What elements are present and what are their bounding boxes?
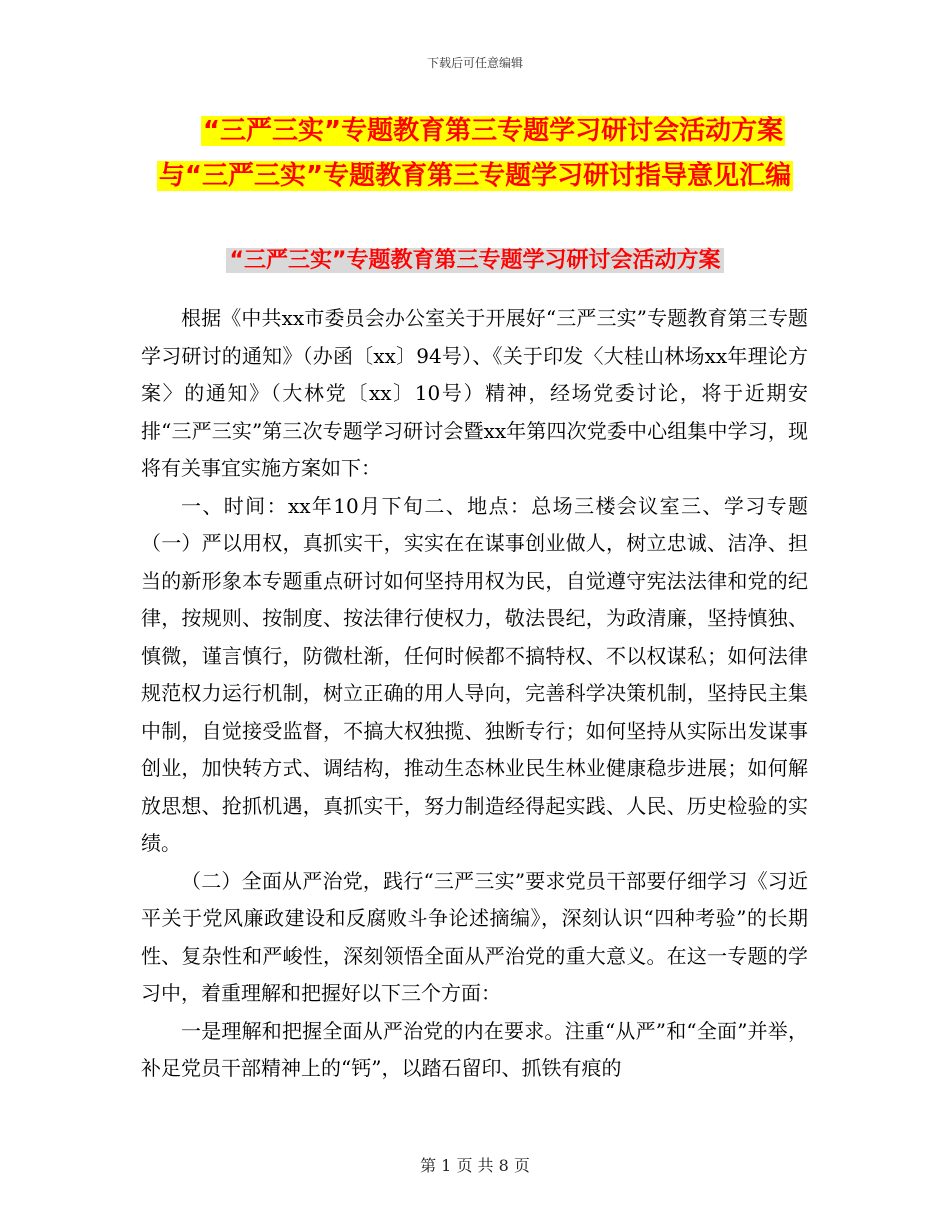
paragraph-2: 一、时间：xx年10月下旬二、地点：总场三楼会议室三、学习专题（一）严以用权，真抓实干，实实在在谋事创业做人，树立忠诚、洁净、担当的新形象本专题重点研讨如何坚持用权为民，自觉遵守宪法法律和党的纪律，按规则、按制度、按法律行使权力，敬法畏纪，为政清廉，坚持慎独、慎微，谨言慎行，防微杜渐，任何时候都不搞特权、不以权谋私；如何法律规范权力运行机制，树立正确的用人导向，完善科学决策机制，坚持民主集中制，自觉接受监督，不搞大权独揽、独断专行；如何坚持从实际出发谋事创业，加快转方式、调结构，推动生态林业民生林业健康稳步进展；如何解放思想、抢抓机遇，真抓实干，努力制造经得起实践、人民、历史检验的实绩。 — [141, 493, 808, 855]
paragraph-4: 一是理解和把握全面从严治党的内在要求。注重“从严”和“全面”并举，补足党员干部精神上的“钙”，以踏石留印、抓铁有痕的 — [141, 1018, 808, 1080]
page-footer: 第 1 页 共 8 页 — [420, 1156, 530, 1175]
paragraph-3: （二）全面从严治党，践行“三严三实”要求党员干部要仔细学习《习近平关于党风廉政建设和反腐败斗争论述摘编》，深刻认识“四种考验”的长期性、复杂性和严峻性，深刻领悟全面从严治党的重大意义。在这一专题的学习中，着重理解和把握好以下三个方面： — [141, 868, 808, 1005]
document-body — [141, 300, 808, 1088]
document-title-line-2-text: 与“三严三实”专题教育第三专题学习研讨指导意见汇编 — [158, 161, 792, 191]
section-title-text: “三严三实”专题教育第三专题学习研讨会活动方案 — [226, 248, 725, 273]
section-title — [0, 244, 950, 278]
paragraph-1: 根据《中共xx市委员会办公室关于开展好“三严三实”专题教育第三专题学习研讨的通知》（办函〔xx〕94号）、《关于印发〈大桂山林场xx年理论方案〉的通知》（大林党〔xx〕10号）精神，经场党委讨论，将于近期安排“三严三实”第三次专题学习研讨会暨xx年第四次党委中心组集中学习，现将有关事宜实施方案如下： — [141, 306, 808, 480]
document-title-line-1-text: “三严三实”专题教育第三专题学习研讨会活动方案 — [202, 116, 784, 146]
document-title-line-2 — [0, 158, 950, 194]
document-title-line-1 — [18, 113, 950, 149]
page-header-note: 下载后可任意编辑 — [426, 56, 523, 70]
